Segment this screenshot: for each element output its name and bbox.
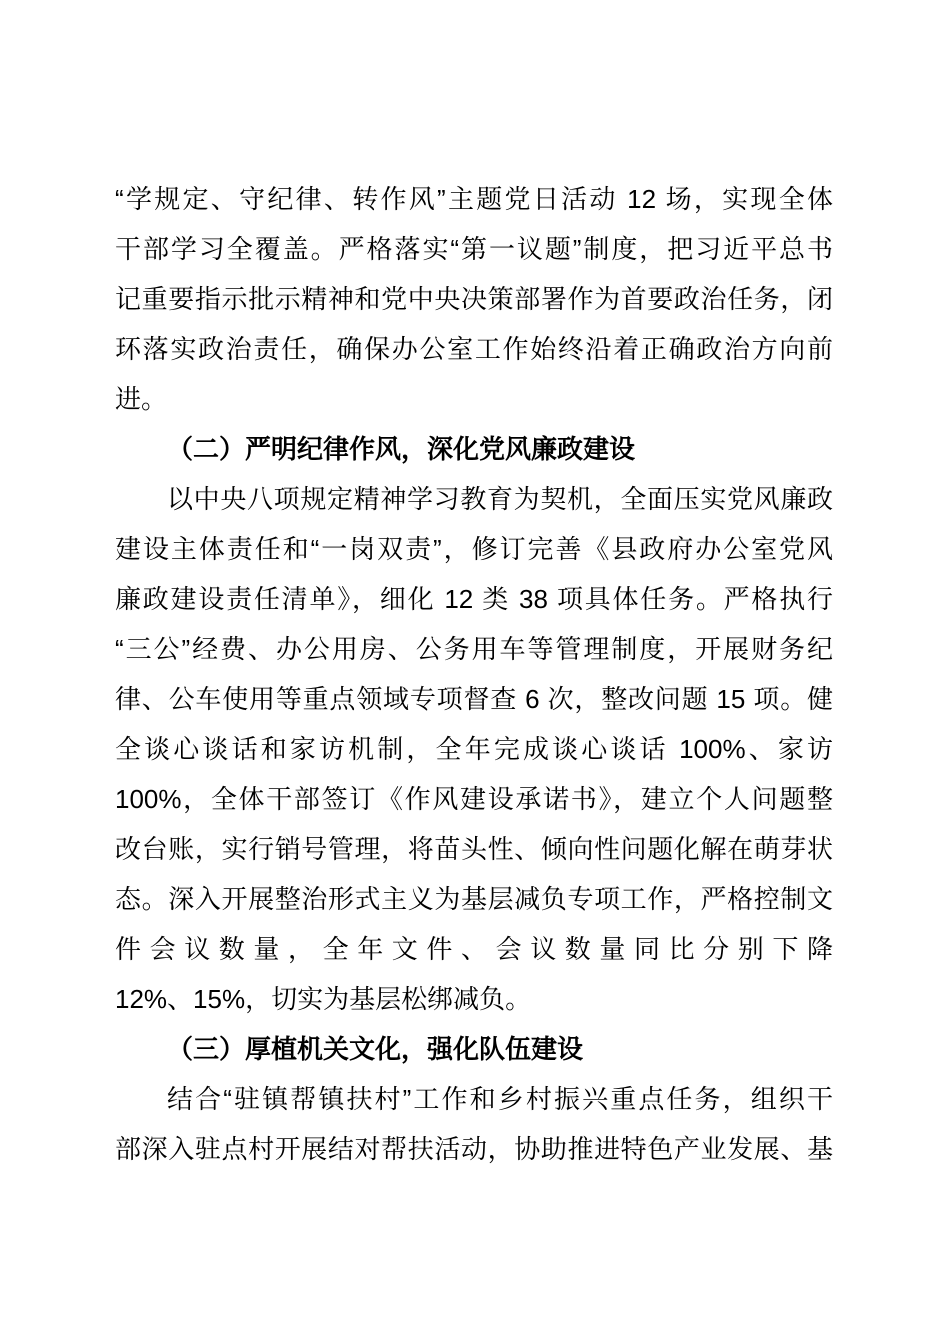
text-line: 改台账，实行销号管理，将苗头性、倾向性问题化解在萌芽状 [115,834,833,864]
text-line: 100%，全体干部签订《作风建设承诺书》，建立个人问题整 [115,784,833,814]
text-line: 进。 [115,384,168,414]
text-line: 干部学习全覆盖。严格落实“第一议题”制度，把习近平总书 [115,234,833,264]
text-line: 环落实政治责任，确保办公室工作始终沿着正确政治方向前 [115,334,833,364]
text-line: 律、公车使用等重点领域专项督查 6 次，整改问题 15 项。健 [115,684,833,714]
section-heading-2: （二）严明纪律作风，深化党风廉政建设 [167,434,636,464]
paragraph [115,1074,833,1174]
text-line: 结合“驻镇帮镇扶村”工作和乡村振兴重点任务，组织干 [167,1084,833,1114]
text-line: 以中央八项规定精神学习教育为契机，全面压实党风廉政 [167,484,833,514]
text-line: 全谈心谈话和家访机制，全年完成谈心谈话 100%、家访 [115,734,833,764]
text-line: 件会议数量，全年文件、会议数量同比分别下降 [115,934,833,964]
text-line: 记重要指示批示精神和党中央决策部署作为首要政治任务，闭 [115,284,833,314]
text-line: 建设主体责任和“一岗双责”，修订完善《县政府办公室党风 [115,534,833,564]
text-line: “学规定、守纪律、转作风”主题党日活动 12 场，实现全体 [115,184,833,214]
paragraph [115,174,833,424]
text-line: 12%、15%，切实为基层松绑减负。 [115,984,532,1014]
text-line: 廉政建设责任清单》，细化 12 类 38 项具体任务。严格执行 [115,584,833,614]
text-line: “三公”经费、办公用房、公务用车等管理制度，开展财务纪 [115,634,833,664]
paragraph [115,474,833,1024]
text-line: 部深入驻点村开展结对帮扶活动，协助推进特色产业发展、基 [115,1134,833,1164]
section-heading-3: （三）厚植机关文化，强化队伍建设 [167,1034,584,1064]
text-line: 态。深入开展整治形式主义为基层减负专项工作，严格控制文 [115,884,833,914]
